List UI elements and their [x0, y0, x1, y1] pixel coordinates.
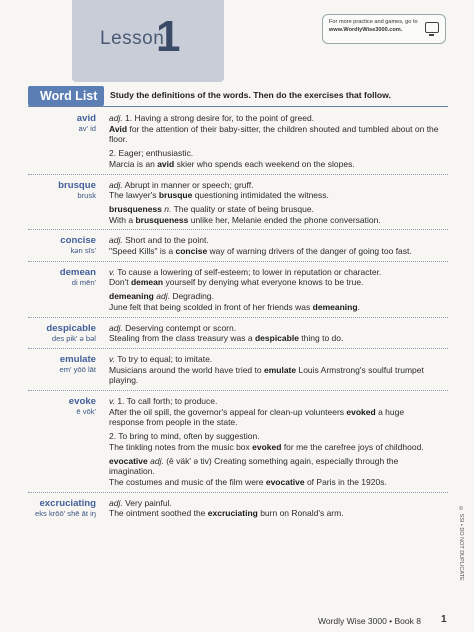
pronunciation: ē vōk'	[76, 407, 96, 417]
definition-line	[109, 291, 440, 302]
example-text: yourself by denying what everyone knows to be true.	[163, 277, 364, 288]
definition-line	[109, 407, 440, 428]
headword: excruciating	[39, 497, 96, 509]
lesson-number: 1	[156, 12, 181, 61]
vocab-word: evocative	[265, 476, 305, 487]
example-text: After the oil spill, the governor's appeal for clean-up volunteers	[109, 406, 347, 417]
vocab-word: evoked	[346, 406, 376, 417]
pronunciation: di mēn'	[71, 277, 96, 287]
headword: evoke	[68, 396, 96, 408]
example-text: The costumes and music of the film were	[109, 476, 266, 487]
definition-line	[109, 456, 440, 477]
definition-line	[109, 302, 440, 313]
definition-column	[100, 318, 440, 348]
headword: despicable	[46, 322, 96, 334]
definition-text: 2. Eager; enthusiastic.	[109, 148, 194, 159]
pronunciation: eks krōō' shē āt iŋ	[35, 508, 96, 518]
word-column	[28, 391, 100, 492]
vocab-word: brusqueness	[109, 203, 162, 214]
example-text: questioning intimidated the witness.	[192, 190, 329, 201]
definition-text: (ē väk' ə tiv) Creating something again, especially through the imagination.	[109, 455, 399, 477]
definition-line	[109, 215, 440, 226]
word-entry	[28, 390, 448, 492]
headword: concise	[60, 235, 96, 247]
page-number: 1	[441, 614, 447, 625]
vocab-word: evocative	[109, 455, 148, 466]
example-text: for the attention of their baby-sitter, the children shouted and tumbled about on the floor.	[109, 123, 439, 145]
definition-column	[100, 175, 440, 230]
part-of-speech: adj.	[109, 179, 123, 190]
word-column	[28, 318, 100, 348]
example-text: a huge response from people in the state.	[109, 406, 405, 428]
example-text: Louis Armstrong's soulful trumpet playing.	[109, 364, 424, 386]
part-of-speech: adj.	[109, 322, 123, 333]
example-text: The ointment soothed the	[109, 508, 208, 519]
part-of-speech: adj.	[109, 113, 123, 123]
example-text: burn on Ronald's arm.	[257, 508, 344, 519]
example-text: Marcia is an	[109, 158, 158, 169]
part-of-speech: n.	[161, 203, 172, 214]
definition-line	[109, 148, 440, 159]
vocab-word: avid	[157, 158, 175, 169]
vocab-word: excruciating	[207, 508, 258, 519]
definition-line	[109, 442, 440, 453]
vocab-word: brusqueness	[135, 214, 189, 225]
pronunciation: brusk	[77, 190, 96, 200]
part-of-speech: adj.	[109, 497, 123, 508]
example-text: June felt that being scolded in front of her friends was	[109, 301, 313, 312]
word-entry	[28, 229, 448, 260]
definition-line	[109, 498, 440, 509]
definition-line	[109, 396, 440, 407]
word-entry	[28, 317, 448, 348]
word-entry	[28, 108, 448, 174]
promo-text: For more practice and games, go to	[329, 19, 418, 25]
definition-text: Very painful.	[122, 497, 172, 508]
word-column	[28, 349, 100, 390]
definition-column	[100, 262, 440, 317]
definition-line	[109, 113, 440, 124]
example-text: unlike her, Melanie ended the phone conversation.	[188, 214, 381, 225]
vocab-word: brusque	[158, 190, 193, 201]
vocab-word: evoked	[252, 441, 282, 452]
pronunciation: des pik' ə bəl	[51, 333, 96, 343]
lesson-label: Lesson	[100, 28, 165, 49]
divider	[28, 106, 448, 107]
pronunciation: kən sīs'	[70, 246, 96, 256]
definition-column	[100, 493, 440, 523]
definition-line	[109, 190, 440, 201]
word-column	[28, 108, 100, 174]
definition-line	[109, 180, 440, 191]
computer-icon	[425, 22, 439, 33]
part-of-speech: v.	[109, 266, 115, 277]
word-list-label: Word List	[28, 86, 104, 106]
definition-line	[109, 477, 440, 488]
example-text: The tinkling notes from the music box	[109, 441, 253, 452]
example-text: skier who spends each weekend on the slopes.	[174, 158, 355, 169]
website-promo-box	[322, 14, 446, 44]
definition-text: Abrupt in manner or speech; gruff.	[122, 179, 254, 190]
book-title: Wordly Wise 3000 • Book 8	[318, 616, 421, 626]
part-of-speech: adj.	[153, 291, 170, 302]
definition-line	[109, 431, 440, 442]
copyright-note: © SSI • DO NOT DUPLICATE	[458, 506, 464, 581]
word-column	[28, 230, 100, 260]
headword: avid	[76, 113, 96, 124]
definition-text: To try to equal; to imitate.	[114, 353, 213, 364]
definition-line	[109, 246, 440, 257]
word-entries	[28, 108, 448, 523]
definition-line	[109, 333, 440, 344]
definition-line	[109, 365, 440, 386]
definition-text: 1. To call forth; to produce.	[114, 396, 218, 407]
word-entry	[28, 174, 448, 230]
definition-column	[100, 349, 440, 390]
pronunciation: em' yōō lāt	[59, 364, 96, 374]
word-column	[28, 493, 100, 523]
definition-line	[109, 277, 440, 288]
definition-text: 1. Having a strong desire for, to the point of greed.	[122, 113, 315, 123]
pronunciation: av' id	[78, 124, 96, 133]
part-of-speech: adj.	[109, 235, 123, 246]
example-text: of Paris in the 1920s.	[304, 476, 387, 487]
part-of-speech: v.	[109, 353, 115, 364]
example-text: for me the carefree joys of childhood.	[281, 441, 424, 452]
definition-column	[100, 230, 440, 260]
headword: emulate	[59, 353, 96, 365]
headword: brusque	[58, 179, 96, 191]
vocab-word: Avid	[109, 123, 128, 134]
definition-line	[109, 235, 440, 246]
example-text: Musicians around the world have tried to	[109, 364, 264, 375]
headword: demean	[59, 266, 96, 278]
example-text: thing to do.	[298, 333, 344, 344]
definition-column	[100, 108, 440, 174]
definition-line	[109, 159, 440, 170]
definition-text: Deserving contempt or scorn.	[122, 322, 237, 333]
vocab-word: concise	[175, 246, 208, 257]
example-text: "Speed Kills" is a	[109, 246, 176, 257]
example-text: way of warning drivers of the danger of going too fast.	[207, 246, 412, 257]
example-text: The lawyer's	[109, 190, 159, 201]
part-of-speech: v.	[109, 396, 115, 407]
example-text: Don't	[109, 277, 131, 288]
definition-line	[109, 323, 440, 334]
definition-line	[109, 267, 440, 278]
definition-line	[109, 354, 440, 365]
definition-text: Degrading.	[169, 291, 214, 302]
word-entry	[28, 492, 448, 523]
definition-column	[100, 391, 440, 492]
definition-text: 2. To bring to mind, often by suggestion.	[109, 431, 260, 442]
word-entry	[28, 261, 448, 317]
example-text: .	[357, 301, 360, 312]
vocab-word: emulate	[263, 364, 297, 375]
vocab-word: demeaning	[312, 301, 358, 312]
promo-url[interactable]: www.WordlyWise3000.com.	[329, 26, 403, 33]
vocab-word: demean	[130, 277, 164, 288]
instructions: Study the definitions of the words. Then do the exercises that follow.	[110, 90, 391, 100]
definition-text: The quality or state of being brusque.	[171, 203, 314, 214]
vocab-word: despicable	[254, 333, 299, 344]
vocab-word: demeaning	[109, 291, 154, 302]
definition-line	[109, 508, 440, 519]
word-column	[28, 175, 100, 230]
example-text: Stealing from the class treasury was a	[109, 333, 255, 344]
definition-text: To cause a lowering of self-esteem; to lower in reputation or character.	[114, 266, 382, 277]
definition-text: Short and to the point.	[122, 235, 209, 246]
example-text: With a	[109, 214, 136, 225]
definition-line	[109, 124, 440, 145]
part-of-speech: adj.	[147, 455, 164, 466]
word-column	[28, 262, 100, 317]
word-entry	[28, 348, 448, 390]
definition-line	[109, 204, 440, 215]
